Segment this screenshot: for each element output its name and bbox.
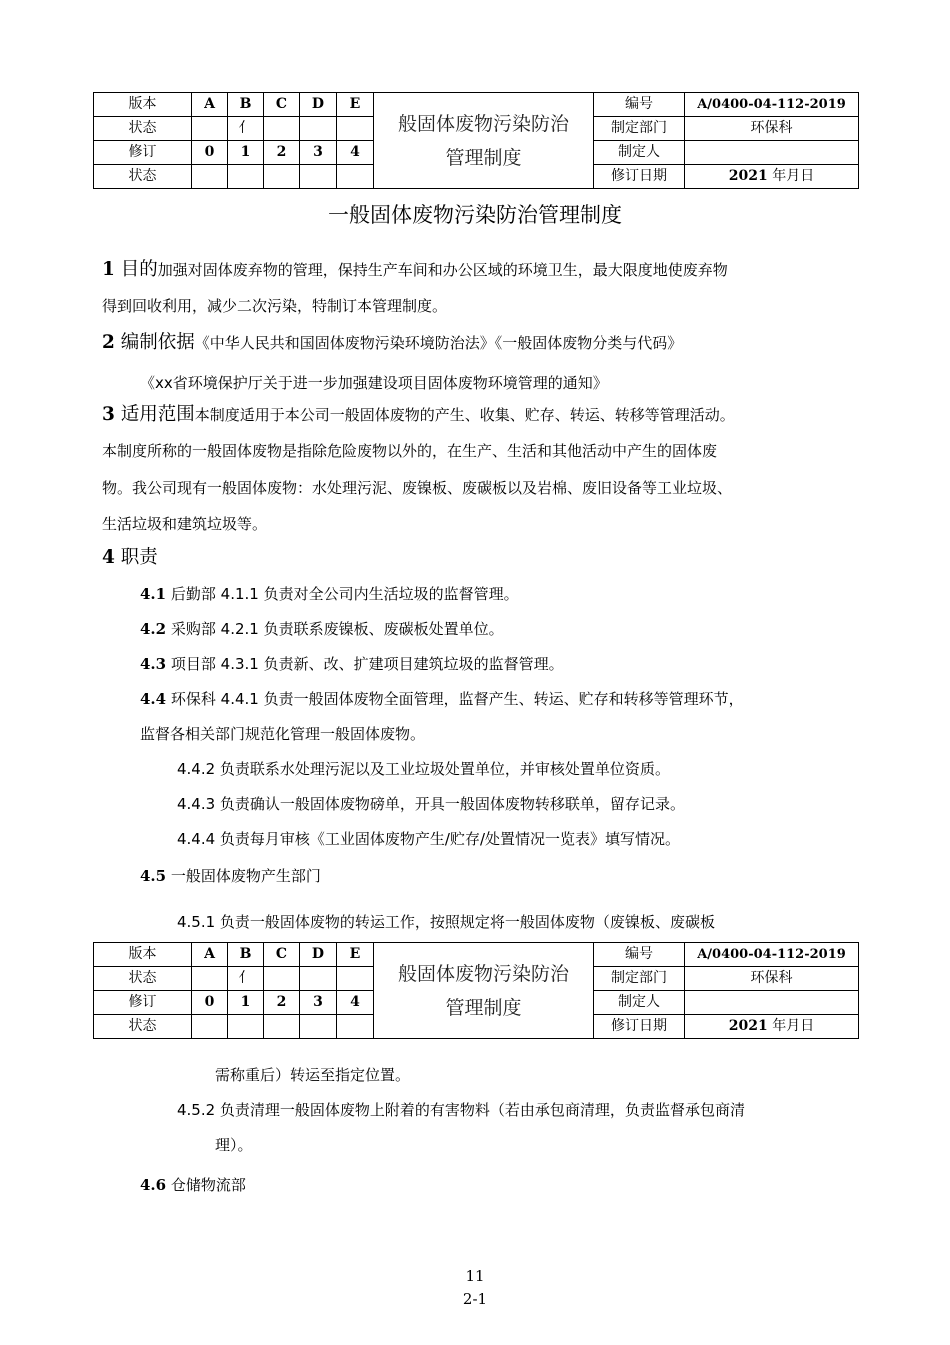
item-4-4-2: 4.4.2 负责联系水处理污泥以及工业垃圾处置单位，并审核处置单位资质。 [177, 760, 670, 778]
version-letter: D [300, 943, 337, 967]
author-label: 制定人 [594, 141, 685, 165]
doc-title-line2: 管理制度 [445, 996, 522, 1019]
dept-label: 制定部门 [594, 967, 685, 991]
revision-number: 1 [228, 141, 264, 165]
version-letter: A [192, 943, 228, 967]
revision-label: 修订 [94, 141, 192, 165]
status-label: 状态 [94, 1015, 192, 1039]
section-3-line3: 物。我公司现有一般固体废物：水处理污泥、废镍板、废碳板以及岩棉、废旧设备等工业垃圾、 [102, 479, 733, 497]
item-4-5-2-cont: 理）。 [215, 1136, 253, 1154]
dept-label: 制定部门 [594, 117, 685, 141]
section-2-line1: 2 编制依据《中华人民共和国固体废物污染环境防治法》《一般固体废物分类与代码》 [102, 332, 683, 353]
revision-number: 3 [300, 991, 337, 1015]
section-2-line2: 《xx省环境保护厅关于进一步加强建设项目固体废物环境管理的通知》 [140, 374, 608, 392]
item-4-6: 4.6 仓储物流部 [140, 1176, 246, 1194]
item-4-5-1: 4.5.1 负责一般固体废物的转运工作，按照规定将一般固体废物（废镍板、废碳板 [177, 913, 715, 931]
header-table-top [93, 92, 859, 189]
item-4-4-4: 4.4.4 负责每月审核《工业固体废物产生/贮存/处置情况一览表》填写情况。 [177, 830, 681, 848]
doc-title-line1: 般固体废物污染防治 [397, 962, 569, 985]
version-letter: E [337, 93, 374, 117]
section-3-line4: 生活垃圾和建筑垃圾等。 [102, 515, 268, 533]
version-letter: C [264, 943, 300, 967]
doc-title-line1: 般固体废物污染防治 [397, 112, 569, 135]
page-title: 一般固体废物污染防治管理制度 [328, 203, 622, 227]
date-label: 修订日期 [594, 165, 685, 189]
date-value: 2021 年月日 [685, 165, 859, 189]
section-heading: 1 目的 [102, 259, 158, 280]
revision-number: 4 [337, 141, 374, 165]
version-label: 版本 [94, 93, 192, 117]
revision-number: 0 [192, 991, 228, 1015]
item-4-4-cont: 监督各相关部门规范化管理一般固体废物。 [140, 725, 426, 743]
doc-title-cell [374, 93, 594, 189]
number-value: A/0400-04-112-2019 [685, 93, 859, 117]
version-letter: C [264, 93, 300, 117]
page-sub-number: 2-1 [462, 1290, 488, 1308]
section-heading: 3 适用范围 [102, 404, 195, 425]
dept-value: 环保科 [685, 117, 859, 141]
section-1-line1: 1 目的加强对固体废弃物的管理，保持生产车间和办公区域的环境卫生，最大限度地使废弃物 [102, 259, 728, 280]
section-4-heading: 4 职责 [102, 547, 158, 568]
version-letter: B [228, 943, 264, 967]
item-4-2: 4.2 采购部 4.2.1 负责联系废镍板、废碳板处置单位。 [140, 620, 504, 638]
number-label: 编号 [594, 943, 685, 967]
version-letter: D [300, 93, 337, 117]
item-4-4-3: 4.4.3 负责确认一般固体废物磅单，开具一般固体废物转移联单，留存记录。 [177, 795, 685, 813]
revision-number: 4 [337, 991, 374, 1015]
section-heading: 2 编制依据 [102, 332, 195, 353]
author-value [685, 991, 859, 1015]
version-letter: A [192, 93, 228, 117]
revision-number: 3 [300, 141, 337, 165]
item-4-5-1-cont: 需称重后）转运至指定位置。 [215, 1066, 411, 1084]
revision-number: 1 [228, 991, 264, 1015]
section-3-line1: 3 适用范围本制度适用于本公司一般固体废物的产生、收集、贮存、转运、转移等管理活动。 [102, 404, 735, 425]
status-label: 状态 [94, 117, 192, 141]
header-table-bottom [93, 942, 859, 1039]
version-letter: B [228, 93, 264, 117]
item-4-3: 4.3 项目部 4.3.1 负责新、改、扩建项目建筑垃圾的监督管理。 [140, 655, 564, 673]
item-4-4: 4.4 环保科 4.4.1 负责一般固体废物全面管理，监督产生、转运、贮存和转移等管理环节， [140, 690, 744, 708]
status-mark: ⺅ [228, 967, 264, 991]
date-label: 修订日期 [594, 1015, 685, 1039]
item-4-5: 4.5 一般固体废物产生部门 [140, 867, 321, 885]
status-label: 状态 [94, 165, 192, 189]
version-letter: E [337, 943, 374, 967]
doc-title-cell [374, 943, 594, 1039]
revision-number: 2 [264, 141, 300, 165]
version-label: 版本 [94, 943, 192, 967]
author-label: 制定人 [594, 991, 685, 1015]
revision-label: 修订 [94, 991, 192, 1015]
revision-number: 0 [192, 141, 228, 165]
section-1-line2: 得到回收利用，减少二次污染，特制订本管理制度。 [102, 297, 448, 315]
number-value: A/0400-04-112-2019 [685, 943, 859, 967]
revision-number: 2 [264, 991, 300, 1015]
dept-value: 环保科 [685, 967, 859, 991]
status-label: 状态 [94, 967, 192, 991]
doc-title-line2: 管理制度 [445, 146, 522, 169]
item-4-1: 4.1 后勤部 4.1.1 负责对全公司内生活垃圾的监督管理。 [140, 585, 519, 603]
section-3-line2: 本制度所称的一般固体废物是指除危险废物以外的，在生产、生活和其他活动中产生的固体废 [102, 442, 718, 460]
item-4-5-2: 4.5.2 负责清理一般固体废物上附着的有害物料（若由承包商清理，负责监督承包商清 [177, 1101, 745, 1119]
number-label: 编号 [594, 93, 685, 117]
author-value [685, 141, 859, 165]
status-mark: ⺅ [228, 117, 264, 141]
date-value: 2021 年月日 [685, 1015, 859, 1039]
page-number: 11 [465, 1267, 485, 1285]
